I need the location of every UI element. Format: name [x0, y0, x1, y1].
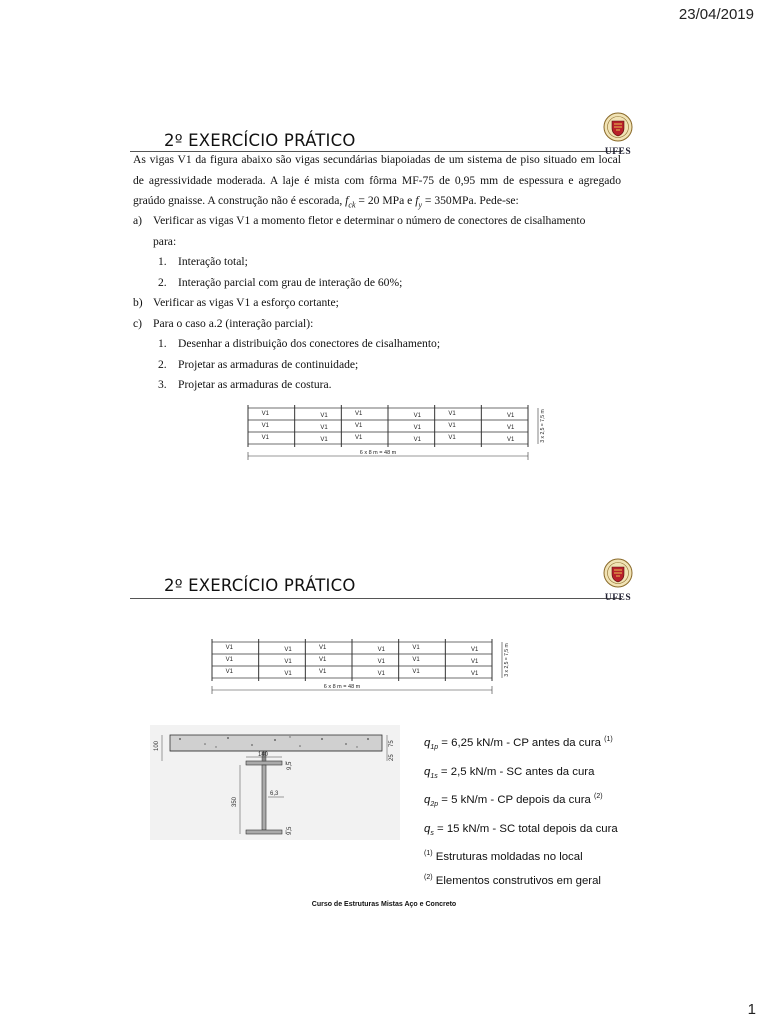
beam-label-v1: V1: [318, 669, 327, 675]
intro-text: As vigas V1 da figura abaixo são vigas secundárias biapoiadas de um sistema de piso situado em local de agressividade moderada. A laje é mista com fôrma MF-75 de 0,95 mm de espessura e agregado graúdo gnaisse. A construção não é escorada,: [133, 153, 621, 207]
beam-label-v1: V1: [225, 645, 234, 651]
bottom-flange: [246, 830, 282, 834]
beam-label-v1: V1: [261, 423, 270, 429]
beam-label-v1: V1: [470, 659, 479, 665]
cross-section-figure: [150, 725, 400, 840]
side-label: 3 x 2,5 = 7,5 m: [540, 409, 546, 443]
beam-label-v1: V1: [506, 437, 515, 443]
item-a1-label: 1.: [158, 255, 167, 268]
fy-symbol: f: [415, 194, 419, 207]
slide1-title: 2º EXERCÍCIO PRÁTICO: [164, 131, 356, 150]
item-c-text: Para o caso a.2 (interação parcial):: [153, 317, 314, 330]
floor-plan-figure-2: [210, 636, 516, 698]
dim-25: 25: [389, 754, 395, 761]
beam-label-v1: V1: [377, 659, 386, 665]
side-label: 3 x 2,5 = 7,5 m: [504, 643, 510, 677]
span-label: 6 x 8 m = 48 m: [323, 684, 361, 690]
beam-label-v1: V1: [377, 647, 386, 653]
item-b-label: b): [133, 296, 143, 309]
fck-subscript: ck: [348, 200, 356, 210]
item-c1-text: Desenhar a distribuição dos conectores de cisalhamento;: [178, 337, 441, 350]
page-number: 1: [747, 1001, 756, 1018]
ufes-seal-icon: [603, 558, 633, 588]
beam-label-v1: V1: [318, 657, 327, 663]
item-a2-label: 2.: [158, 276, 167, 289]
load-q1s: $q_{1s} = 2,5$ kN/m - SC antes da cura: [424, 765, 595, 780]
beam-label-v1: V1: [284, 659, 292, 665]
loads-list: [424, 730, 618, 891]
beam-label-v1: V1: [225, 657, 234, 663]
slide2-title-rule: [130, 598, 622, 599]
fck-symbol: f: [345, 194, 349, 207]
item-a-continuation: para:: [153, 235, 177, 248]
beam-label-v1: V1: [506, 413, 515, 419]
item-c2-label: 2.: [158, 358, 167, 371]
beam-label-v1: V1: [413, 413, 422, 419]
beam-label-v1: V1: [377, 671, 386, 677]
beam-label-v1: V1: [412, 645, 420, 651]
beam-label-v1: V1: [412, 669, 420, 675]
dim-75: 75: [389, 740, 395, 747]
beam-label-v1: V1: [448, 423, 456, 429]
beam-label-v1: V1: [284, 671, 292, 677]
dim-9-5-bottom: 9,5: [287, 826, 293, 835]
top-flange: [246, 761, 282, 765]
ufes-logo-text: UFES: [604, 593, 632, 603]
fck-value: = 20 MPa e: [355, 194, 416, 207]
beam-label-v1: V1: [354, 411, 363, 417]
beam-label-v1: V1: [261, 435, 270, 441]
beam-label-v1: V1: [448, 411, 456, 417]
item-a-text: Verificar as vigas V1 a momento fletor e determinar o número de conectores de cisalhamento: [153, 214, 586, 227]
fy-value: = 350MPa. Pede-se:: [422, 194, 519, 207]
beam-label-v1: V1: [354, 423, 363, 429]
concrete-slab: [170, 735, 382, 751]
load-qs: $q_s = 15$ kN/m - SC total depois da cura: [424, 822, 618, 837]
item-c2-text: Projetar as armaduras de continuidade;: [178, 358, 359, 371]
beam-label-v1: V1: [225, 669, 234, 675]
item-c1-label: 1.: [158, 337, 167, 350]
beam-label-v1: V1: [413, 437, 422, 443]
item-c3-text: Projetar as armaduras de costura.: [178, 378, 332, 391]
beam-label-v1: V1: [470, 671, 479, 677]
span-label: 6 x 8 m = 48 m: [359, 450, 397, 456]
beam-label-v1: V1: [318, 645, 327, 651]
dim-100: 100: [154, 740, 160, 751]
beam-label-v1: V1: [412, 657, 420, 663]
beam-label-v1: V1: [284, 647, 292, 653]
note-2: $^{(2)}$ Elementos construtivos em geral: [424, 873, 601, 887]
document-date: 23/04/2019: [678, 6, 754, 23]
dim-350: 350: [232, 796, 238, 807]
item-b-text: Verificar as vigas V1 a esforço cortante;: [153, 296, 339, 309]
cross-section-drawing: [150, 725, 400, 840]
load-q2p: $q_{2p} = 5$ kN/m - CP depois da cura $^{(2)}$: [424, 793, 603, 809]
item-c3-label: 3.: [158, 378, 167, 391]
slide2-title: 2º EXERCÍCIO PRÁTICO: [164, 576, 356, 595]
item-a1-text: Interação total;: [178, 255, 248, 268]
note-1: $^{(1)}$ Estruturas moldadas no local: [424, 850, 583, 864]
plan-grid: [212, 639, 492, 681]
course-footer: Curso de Estruturas Mistas Aço e Concreto: [311, 901, 457, 908]
ufes-logo-2: [600, 558, 636, 603]
slide1-intro: [133, 150, 621, 216]
floor-plan-figure-1: [246, 402, 552, 464]
item-a2-text: Interação parcial com grau de interação de 60%;: [178, 276, 403, 289]
fy-subscript: y: [418, 200, 422, 210]
ufes-logo-text: UFES: [604, 147, 632, 157]
dim-9-5-top: 9,5: [287, 761, 293, 770]
beam-label-v1: V1: [261, 411, 270, 417]
dim-6-3: 6,3: [270, 791, 279, 797]
beam-label-v1: V1: [354, 435, 363, 441]
item-c-label: c): [133, 317, 143, 330]
web: [262, 765, 266, 830]
beam-label-v1: V1: [506, 425, 515, 431]
item-a-label: a): [133, 214, 143, 227]
dim-140: 140: [258, 752, 269, 758]
beam-label-v1: V1: [320, 413, 328, 419]
plan-grid: [248, 405, 528, 447]
beam-label-v1: V1: [320, 425, 328, 431]
beam-label-v1: V1: [448, 435, 456, 441]
beam-label-v1: V1: [470, 647, 479, 653]
load-q1p: $q_{1p} = 6,25$ kN/m - CP antes da cura $^{(1)}$: [424, 736, 613, 752]
beam-label-v1: V1: [413, 425, 422, 431]
ufes-seal-icon: [603, 112, 633, 142]
beam-label-v1: V1: [320, 437, 328, 443]
